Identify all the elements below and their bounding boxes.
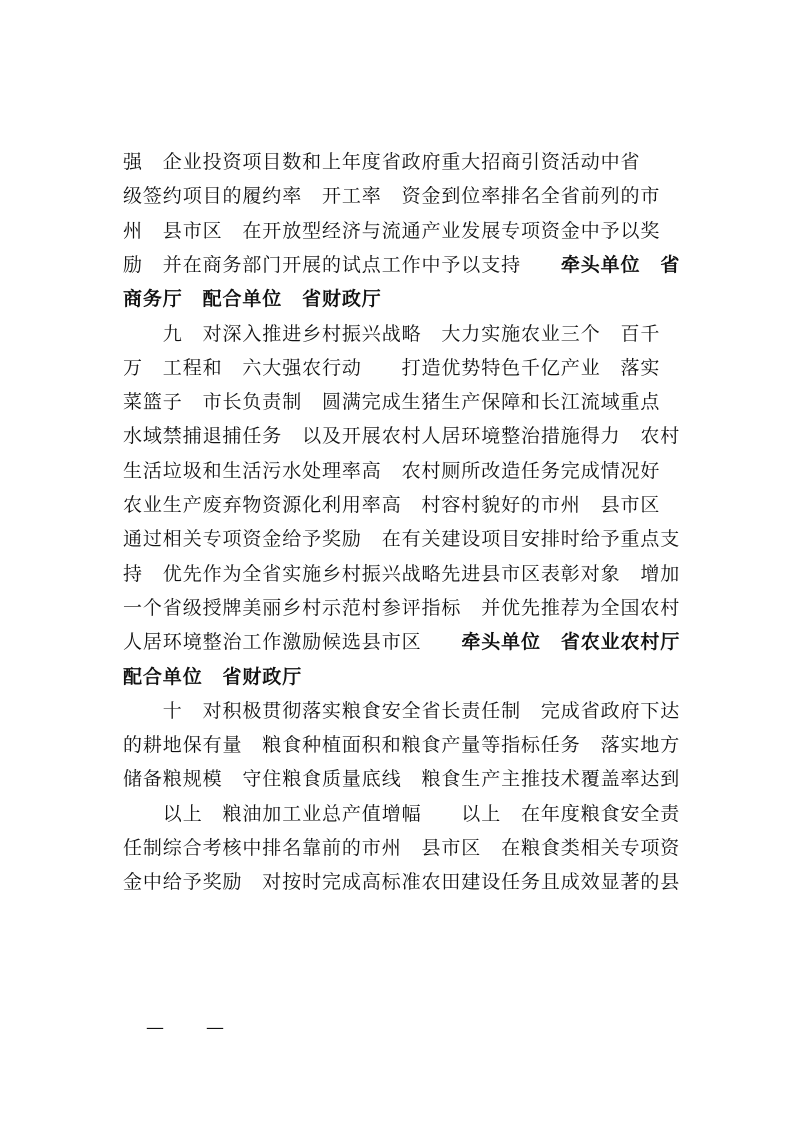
text-line: [123, 630, 708, 654]
text-run: 持 优先作为全省实施乡村振兴战略先进县市区表彰对象 增加: [123, 562, 681, 585]
text-line: [123, 356, 708, 380]
text-run: 以上 粮油加工业总产值增幅 以上 在年度粮食安全责: [123, 802, 681, 825]
page-number-footer: — —: [146, 1017, 226, 1038]
text-line: [123, 493, 708, 517]
text-run: 水域禁捕退捕任务 以及开展农村人居环境整治措施得力 农村: [123, 425, 681, 448]
text-line: [123, 150, 708, 174]
text-line: [123, 322, 708, 346]
text-line: [123, 870, 708, 894]
text-line: [123, 767, 708, 791]
text-run: 励 并在商务部门开展的试点工作中予以支持: [123, 253, 561, 276]
text-run: 的耕地保有量 粮食种植面积和粮食产量等指标任务 落实地方: [123, 734, 681, 757]
bold-text-run: 商务厅 配合单位 省财政厅: [123, 288, 382, 311]
text-line: [123, 665, 708, 689]
text-run: 强 企业投资项目数和上年度省政府重大招商引资活动中省: [123, 151, 641, 173]
text-line: [123, 390, 708, 414]
text-run: 菜篮子 市长负责制 圆满完成生猪生产保障和长江流域重点: [123, 391, 661, 414]
text-line: [123, 253, 708, 277]
text-line: [123, 596, 708, 620]
bold-text-run: 牵头单位 省农业农村厅: [461, 631, 681, 654]
text-run: 通过相关专项资金给予奖励 在有关建设项目安排时给予重点支: [123, 528, 681, 551]
text-run: 人居环境整治工作激励候选县市区: [123, 631, 462, 654]
text-run: 任制综合考核中排名靠前的市州 县市区 在粮食类相关专项资: [123, 837, 681, 859]
text-line: [123, 184, 708, 208]
text-line: [123, 562, 708, 586]
text-line: [123, 836, 708, 860]
text-line: [123, 802, 708, 826]
text-line: [123, 424, 708, 448]
text-line: [123, 699, 708, 723]
text-run: 十 对积极贯彻落实粮食安全省长责任制 完成省政府下达: [123, 699, 681, 722]
text-run: 储备粮规模 守住粮食质量底线 粮食生产主推技术覆盖率达到: [123, 768, 681, 791]
text-run: 金中给予奖励 对按时完成高标准农田建设任务且成效显著的县: [123, 871, 681, 894]
text-run: 生活垃圾和生活污水处理率高 农村厕所改造任务完成情况好: [123, 459, 661, 482]
text-line: [123, 219, 708, 243]
text-line: [123, 287, 708, 311]
text-line: [123, 459, 708, 483]
text-line: [123, 733, 708, 757]
text-line: [123, 527, 708, 551]
bold-text-run: 牵头单位 省: [560, 253, 681, 276]
bold-text-run: 配合单位 省财政厅: [123, 665, 303, 688]
text-run: 万 工程和 六大强农行动 打造优势特色千亿产业 落实: [123, 356, 661, 379]
text-run: 州 县市区 在开放型经济与流通产业发展专项资金中予以奖: [123, 219, 661, 242]
text-run: 九 对深入推进乡村振兴战略 大力实施农业三个 百千: [123, 322, 661, 345]
text-run: 级签约项目的履约率 开工率 资金到位率排名全省前列的市: [123, 185, 661, 208]
text-run: 一个省级授牌美丽乡村示范村参评指标 并优先推荐为全国农村: [123, 596, 681, 619]
text-run: 农业生产废弃物资源化利用率高 村容村貌好的市州 县市区: [123, 494, 661, 516]
